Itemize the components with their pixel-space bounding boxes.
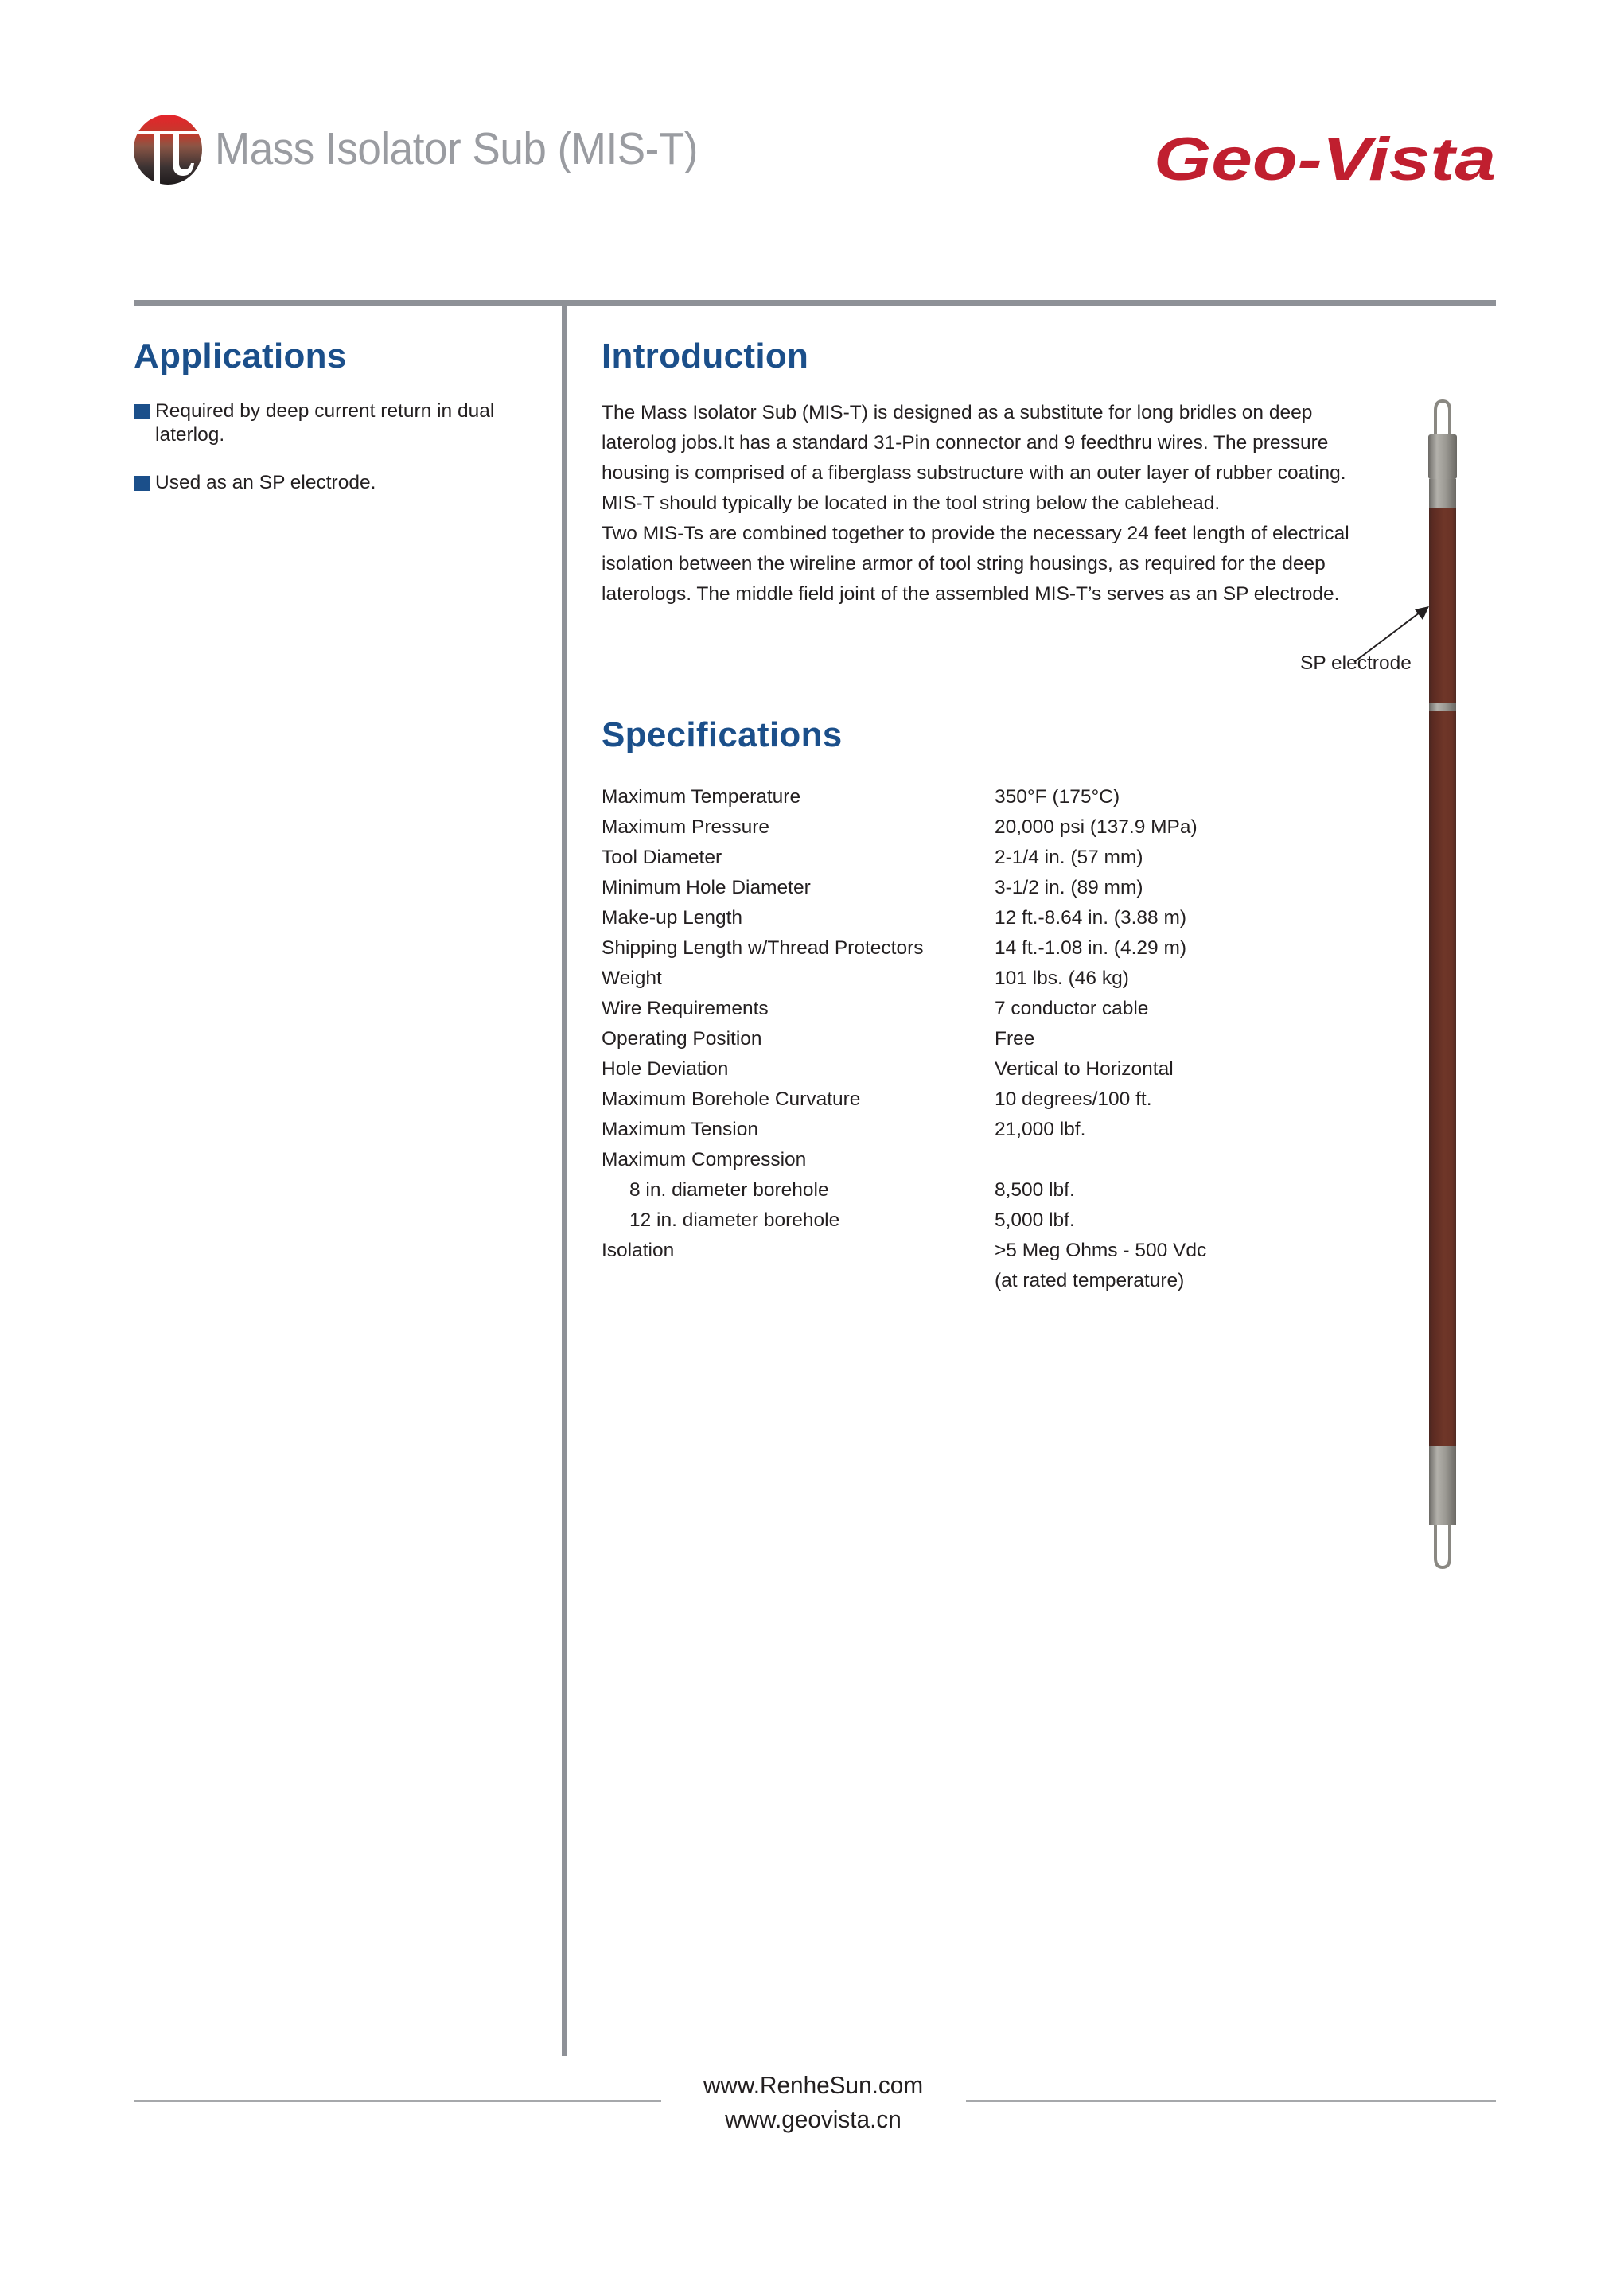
spec-value: 5,000 lbf. — [995, 1209, 1075, 1231]
spec-value: 20,000 psi (137.9 MPa) — [995, 816, 1198, 838]
spec-row — [602, 1084, 1318, 1115]
spec-value: 3-1/2 in. (89 mm) — [995, 877, 1143, 898]
spec-row — [602, 1175, 1318, 1205]
applications-item-text: Used as an SP electrode. — [155, 472, 376, 493]
spec-label: Hole Deviation — [602, 1058, 729, 1080]
spec-value — [995, 1145, 1318, 1175]
applications-item — [134, 471, 532, 495]
square-bullet-icon — [134, 404, 150, 419]
spec-label: Maximum Temperature — [602, 786, 801, 808]
footer-rule-right — [966, 2100, 1496, 2102]
spec-label: Maximum Borehole Curvature — [602, 1088, 861, 1110]
spec-row — [602, 1236, 1318, 1266]
renhesun-logo-icon — [132, 114, 204, 185]
spec-label: Maximum Compression — [602, 1149, 807, 1170]
introduction-paragraph: Two MIS-Ts are combined together to provide the necessary 24 feet length of electrical isolation between the wireline armor of tool string housings, as required for the deep laterologs. The middle field joint of the assembled MIS-T’s serves as an SP electrode. — [602, 523, 1349, 605]
spec-row — [602, 782, 1318, 812]
introduction-heading: Introduction — [602, 337, 809, 376]
spec-label — [602, 1266, 995, 1296]
introduction-body — [602, 398, 1349, 609]
spec-row — [602, 994, 1318, 1024]
spec-label: 8 in. diameter borehole — [629, 1179, 829, 1201]
footer-link-geovista[interactable]: www.geovista.cn — [725, 2105, 902, 2133]
footer-link-renhesun[interactable]: www.RenheSun.com — [703, 2071, 924, 2099]
spec-label: Wire Requirements — [602, 998, 769, 1019]
spec-row — [602, 1266, 1318, 1296]
spec-value: 8,500 lbf. — [995, 1179, 1075, 1201]
applications-heading: Applications — [134, 337, 347, 376]
spec-label: Operating Position — [602, 1028, 762, 1049]
spec-row — [602, 812, 1318, 843]
spec-row — [602, 1024, 1318, 1054]
spec-label: Maximum Tension — [602, 1119, 758, 1140]
spec-row — [602, 843, 1318, 873]
applications-item — [134, 399, 532, 447]
spec-value: 2-1/4 in. (57 mm) — [995, 847, 1143, 868]
applications-list — [134, 399, 532, 519]
spec-value: 21,000 lbf. — [995, 1119, 1086, 1140]
column-divider — [562, 306, 567, 2056]
sp-electrode-callout: SP electrode — [1300, 652, 1412, 674]
spec-row — [602, 1115, 1318, 1145]
spec-row — [602, 873, 1318, 903]
spec-value: 7 conductor cable — [995, 998, 1149, 1019]
applications-item-text: Required by deep current return in dual laterlog. — [155, 400, 495, 446]
spec-value: 350°F (175°C) — [995, 786, 1120, 808]
specifications-heading: Specifications — [602, 715, 843, 754]
spec-row — [602, 903, 1318, 933]
mis-t-tool-image — [1416, 398, 1469, 1571]
specifications-table — [602, 782, 1318, 1296]
square-bullet-icon — [134, 476, 150, 491]
spec-row — [602, 1145, 1318, 1175]
spec-value: 12 ft.-8.64 in. (3.88 m) — [995, 907, 1187, 929]
spec-row — [602, 964, 1318, 994]
spec-row — [602, 933, 1318, 964]
spec-value: 101 lbs. (46 kg) — [995, 968, 1129, 989]
spec-label: 12 in. diameter borehole — [629, 1209, 840, 1231]
introduction-paragraph: The Mass Isolator Sub (MIS-T) is designed as a substitute for long bridles on deep laterolog jobs.It has a standard 31-Pin connector and 9 feedthru wires. The pressure housing is comprised of a fiberglass substructure with an outer layer of rubber coating. MIS-T should typically be located in the tool string below the cablehead. — [602, 402, 1346, 514]
spec-label: Tool Diameter — [602, 847, 722, 868]
top-rule — [134, 300, 1496, 306]
spec-label: Weight — [602, 968, 662, 989]
spec-label: Maximum Pressure — [602, 816, 770, 838]
spec-value: (at rated temperature) — [995, 1270, 1185, 1291]
spec-value: 14 ft.-1.08 in. (4.29 m) — [995, 937, 1187, 959]
spec-label: Isolation — [602, 1240, 675, 1261]
spec-value: 10 degrees/100 ft. — [995, 1088, 1152, 1110]
spec-row — [602, 1205, 1318, 1236]
spec-value: >5 Meg Ohms - 500 Vdc — [995, 1240, 1207, 1261]
spec-value: Vertical to Horizontal — [995, 1058, 1174, 1080]
spec-label: Shipping Length w/Thread Protectors — [602, 937, 924, 959]
geo-vista-logo — [1154, 127, 1497, 191]
spec-label: Minimum Hole Diameter — [602, 877, 811, 898]
brand-logo-text: Geo-Vista — [1154, 127, 1496, 191]
spec-label: Make-up Length — [602, 907, 743, 929]
spec-value: Free — [995, 1028, 1035, 1049]
spec-row — [602, 1054, 1318, 1084]
footer-rule-left — [134, 2100, 661, 2102]
document-title: Mass Isolator Sub (MIS-T) — [215, 123, 698, 174]
